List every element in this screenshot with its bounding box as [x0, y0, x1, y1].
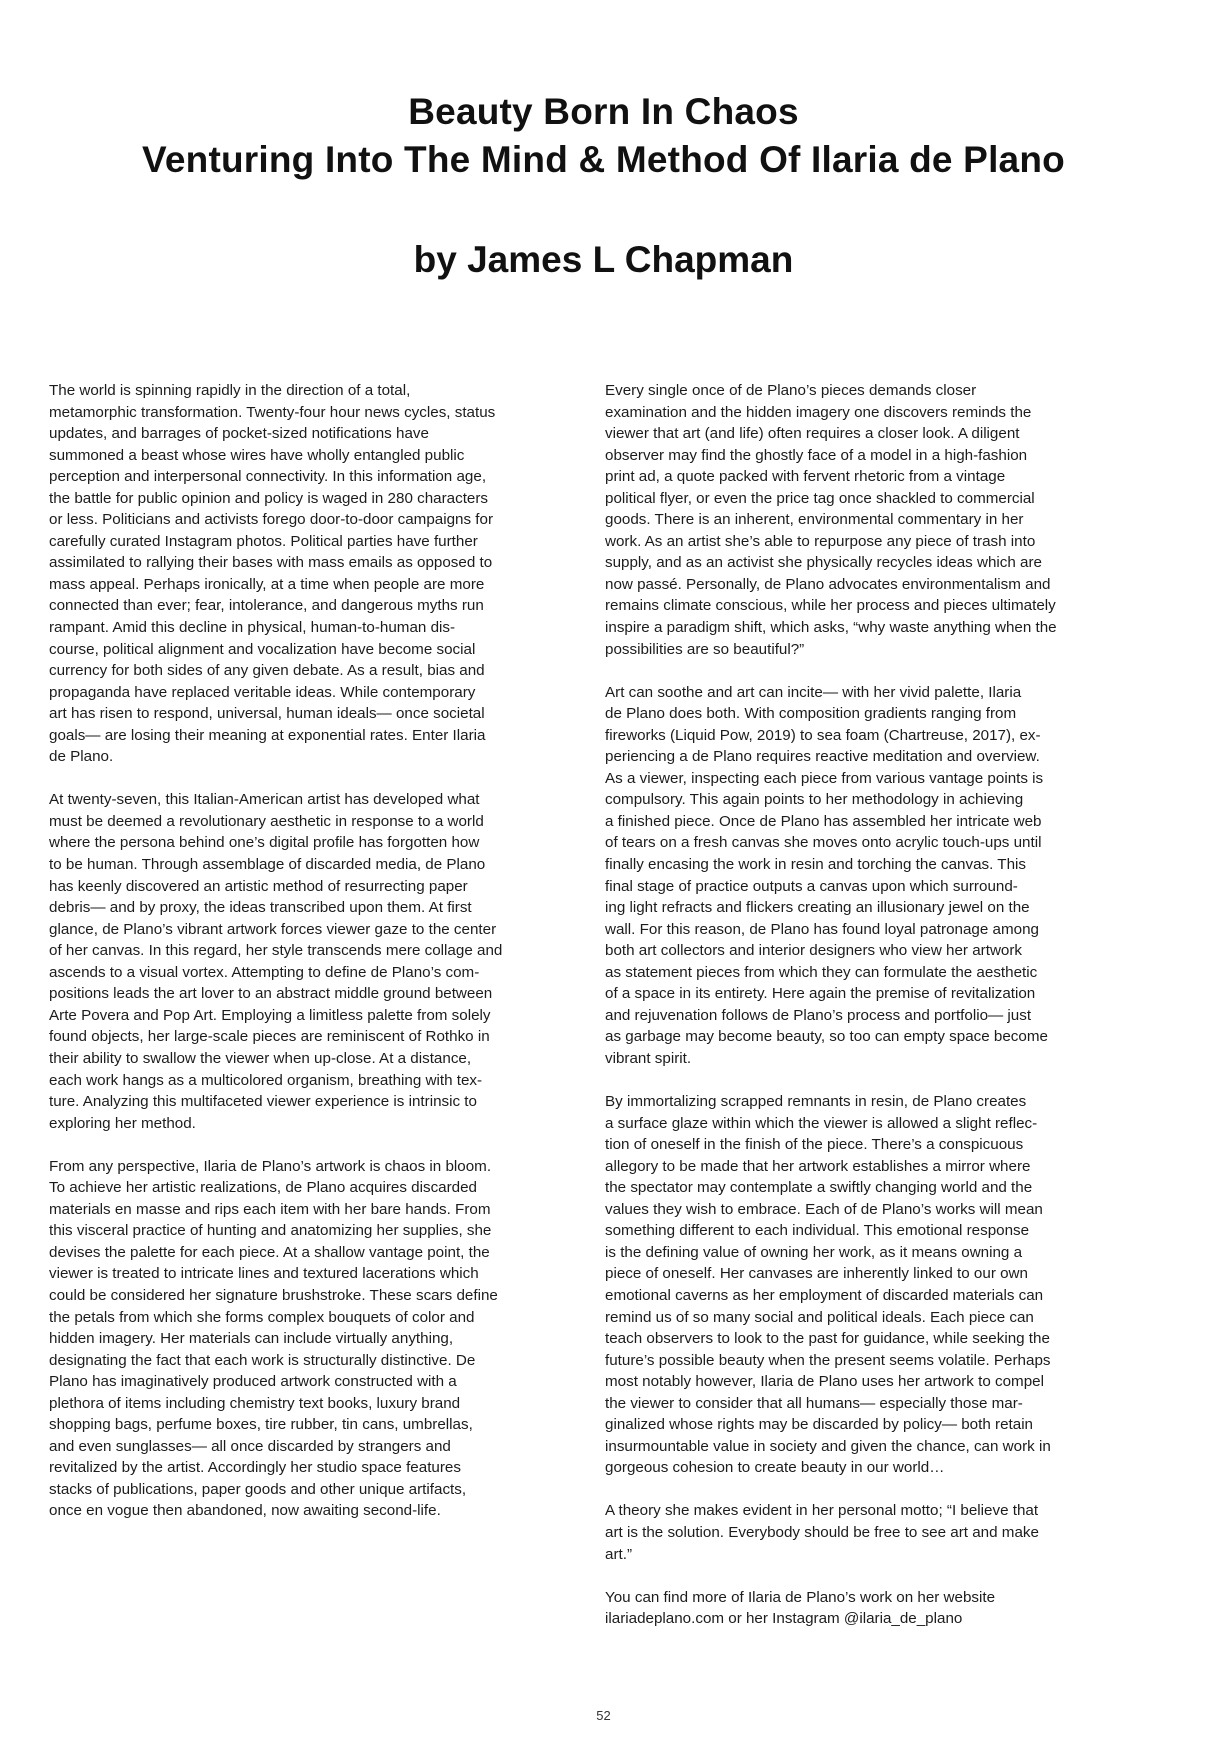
left-paragraph-1: The world is spinning rapidly in the direction of a total, metamorphic transformation. Twenty-four hour news cycles, status updates, and barrages of pocket-sized notifications have summoned a beast whose wires have wholly entangled public perception and interpersonal connectivity. In this information age, the battle for public opinion and policy is waged in 280 characters or less. Politicians and activists forego door-to-door campaigns for carefully curated Instagram photos. Political parties have further assimilated to rallying their bases with mass emails as opposed to mass appeal. Perhaps ironically, at a time when people are more connected than ever; fear, intolerance, and dangerous myths run rampant. Amid this decline in physical, human-to-human dis- course, political alignment and vocalization have become social currency for both sides of any given debate. As a result, bias and propaganda have replaced veritable ideas. While contemporary art has risen to respond, universal, human ideals— once societal goals— are losing their meaning at exponential rates. Enter Ilaria de Plano.	[49, 382, 496, 766]
article-title: Beauty Born In Chaos	[408, 91, 799, 132]
right-column	[605, 380, 1145, 1651]
right-paragraph-2: Art can soothe and art can incite— with her vivid palette, Ilaria de Plano does both. With composition gradients ranging from fireworks (Liquid Pow, 2019) to sea foam (Chartreuse, 2017), ex- periencing a de Plano requires reactive meditation and overview. As a viewer, inspecting each piece from various vantage points is compulsory. This again points to her methodology in achieving a finished piece. Once de Plano has assembled her intricate web of tears on a fresh canvas she moves onto acrylic touch-ups until finally encasing the work in resin and torching the canvas. This final stage of practice outputs a canvas upon which surround- ing light refracts and flickers creating an illusionary jewel on the wall. For this reason, de Plano has found loyal patronage among both art collectors and interior designers who view her artwork as statement pieces from which they can formulate the aesthetic of a space in its entirety. Here again the premise of revitalization and rejuvenation follows de Plano’s process and portfolio— just as garbage may become beauty, so too can empty space become vibrant spirit.	[605, 683, 1048, 1067]
right-paragraph-3: By immortalizing scrapped remnants in resin, de Plano creates a surface glaze within which the viewer is allowed a slight reflec- tion of oneself in the finish of the piece. There’s a conspicuous allegory to be made that her artwork establishes a mirror where the spectator may contemplate a swiftly changing world and the values they wish to embrace. Each of de Plano’s works will mean something different to each individual. This emotional response is the defining value of owning her work, as it means owning a piece of oneself. Her canvases are inherently linked to our own emotional caverns as her employment of discarded materials can remind us of so many social and political ideals. Each piece can teach observers to look to the past for guidance, while seeking the future’s possible beauty when the present seems volatile. Perhaps most notably however, Ilaria de Plano uses her artwork to compel the viewer to consider that all humans— especially those mar- ginalized whose rights may be discarded by policy— both retain insurmountable value in society and given the chance, can work in gorgeous cohesion to create beauty in our world…	[605, 1093, 1051, 1477]
article-subtitle: Venturing Into The Mind & Method Of Ilaria de Plano	[142, 139, 1065, 180]
left-paragraph-3: From any perspective, Ilaria de Plano’s artwork is chaos in bloom. To achieve her artistic realizations, de Plano acquires discarded materials en masse and rips each item with her bare hands. From this visceral practice of hunting and anatomizing her supplies, she devises the palette for each piece. At a shallow vantage point, the viewer is treated to intricate lines and textured lacerations which could be considered her signature brushstroke. These scars define the petals from which she forms complex bouquets of color and hidden imagery. Her materials can include virtually anything, designating the fact that each work is structurally distinctive. De Plano has imaginatively produced artwork constructed with a plethora of items including chemistry text books, luxury brand shopping bags, perfume boxes, tire rubber, tin cans, umbrellas, and even sunglasses— all once discarded by strangers and revitalized by the artist. Accordingly her studio space features stacks of publications, paper goods and other unique artifacts, once en vogue then abandoned, now awaiting second-life.	[49, 1157, 498, 1520]
article-header	[0, 88, 1207, 284]
left-paragraph-2: At twenty-seven, this Italian-American artist has developed what must be deemed a revolutionary aesthetic in response to a world where the persona behind one’s digital profile has forgotten how to be human. Through assemblage of discarded media, de Plano has keenly discovered an artistic method of resurrecting paper debris— and by proxy, the ideas transcribed upon them. At first glance, de Plano’s vibrant artwork forces viewer gaze to the center of her canvas. In this regard, her style transcends mere collage and ascends to a visual vortex. Attempting to define de Plano’s com- positions leads the art lover to an abstract middle ground between Arte Povera and Pop Art. Employing a limitless palette from solely found objects, her large-scale pieces are reminiscent of Rothko in their ability to swallow the viewer when up-close. At a distance, each work hangs as a multicolored organism, breathing with tex- ture. Analyzing this multifaceted viewer experience is intrinsic to exploring her method.	[49, 791, 503, 1132]
left-column	[49, 380, 589, 1544]
right-paragraph-1: Every single once of de Plano’s pieces demands closer examination and the hidden imagery one discovers reminds the viewer that art (and life) often requires a closer look. A diligent observer may find the ghostly face of a model in a high-fashion print ad, a quote packed with fervent rhetoric from a vintage political flyer, or even the price tag once shackled to commercial goods. There is an inherent, environmental commentary in her work. As an artist she’s able to repurpose any piece of trash into supply, and as an activist she physically recycles ideas which are now passé. Personally, de Plano advocates environmentalism and remains climate conscious, while her process and pieces ultimately inspire a paradigm shift, which asks, “why waste anything when the possibilities are so beautiful?”	[605, 382, 1057, 658]
right-paragraph-4: A theory she makes evident in her personal motto; “I believe that art is the solution. Everybody should be free to see art and make art.”	[605, 1502, 1039, 1563]
article-byline: by James L Chapman	[413, 239, 794, 280]
page-number: 52	[596, 1708, 611, 1723]
right-paragraph-5: You can find more of Ilaria de Plano’s work on her website ilariadeplano.com or her Instagram @ilaria_de_plano	[605, 1588, 996, 1628]
